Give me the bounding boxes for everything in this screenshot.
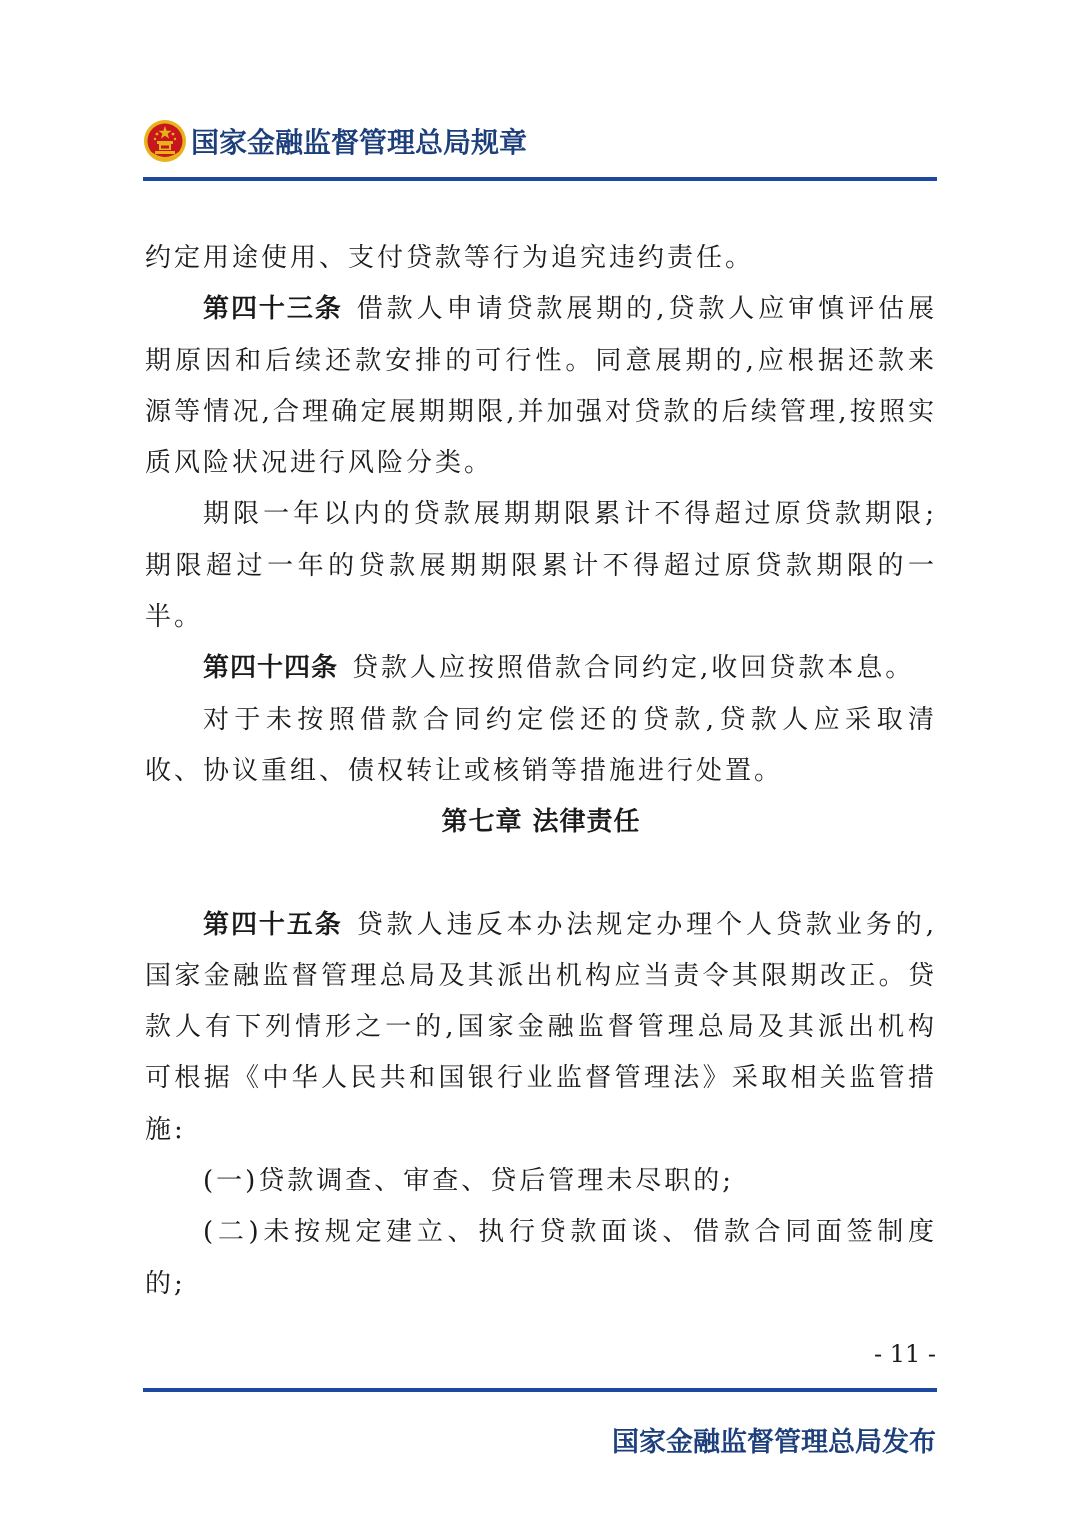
chapter-heading: 第七章 法律责任	[441, 807, 641, 838]
list-item: (二)未按规定建立、执行贷款面谈、借款合同面签制度的;	[145, 1217, 937, 1299]
article-45-text: 贷款人违反本办法规定办理个人贷款业务的,国家金融监督管理总局及其派出机构应当责令其限期改正。贷款人有下列情形之一的,国家金融监督管理总局及其派出机构可根据《中华人民共和国银行业监督管理法》采取相关监管措施:	[145, 909, 937, 1145]
article-44	[145, 643, 937, 694]
article-43-number: 第四十三条	[203, 294, 343, 325]
national-emblem-icon	[143, 119, 187, 163]
article-45-number: 第四十五条	[203, 909, 343, 940]
list-item: (一)贷款调查、审查、贷后管理未尽职的;	[203, 1166, 735, 1197]
article-44-number: 第四十四条	[203, 653, 339, 684]
footer-rule	[143, 1388, 937, 1392]
header-title: 国家金融监督管理总局规章	[191, 126, 528, 159]
document-header	[143, 112, 937, 170]
paragraph-disposal: 对于未按照借款合同约定偿还的贷款,贷款人应采取清收、协议重组、债权转让或核销等措施进行处置。	[145, 704, 937, 786]
article-43-text: 借款人申请贷款展期的,贷款人应审慎评估展期原因和后续还款安排的可行性。同意展期的,应根据还款来源等情况,合理确定展期期限,并加强对贷款的后续管理,按照实质风险状况进行风险分类。	[145, 294, 937, 479]
footer-publisher: 国家金融监督管理总局发布	[612, 1427, 936, 1458]
paragraph-continuation: 约定用途使用、支付贷款等行为追究违约责任。	[145, 243, 755, 273]
article-45	[145, 900, 937, 1156]
document-body	[145, 233, 937, 1310]
page-number: - 11 -	[873, 1340, 936, 1368]
article-44-text: 贷款人应按照借款合同约定,收回贷款本息。	[352, 653, 915, 684]
article-43	[145, 284, 937, 489]
paragraph-extension-limit: 期限一年以内的贷款展期期限累计不得超过原贷款期限;期限超过一年的贷款展期期限累计不得超过原贷款期限的一半。	[145, 499, 937, 633]
header-rule	[143, 177, 937, 181]
